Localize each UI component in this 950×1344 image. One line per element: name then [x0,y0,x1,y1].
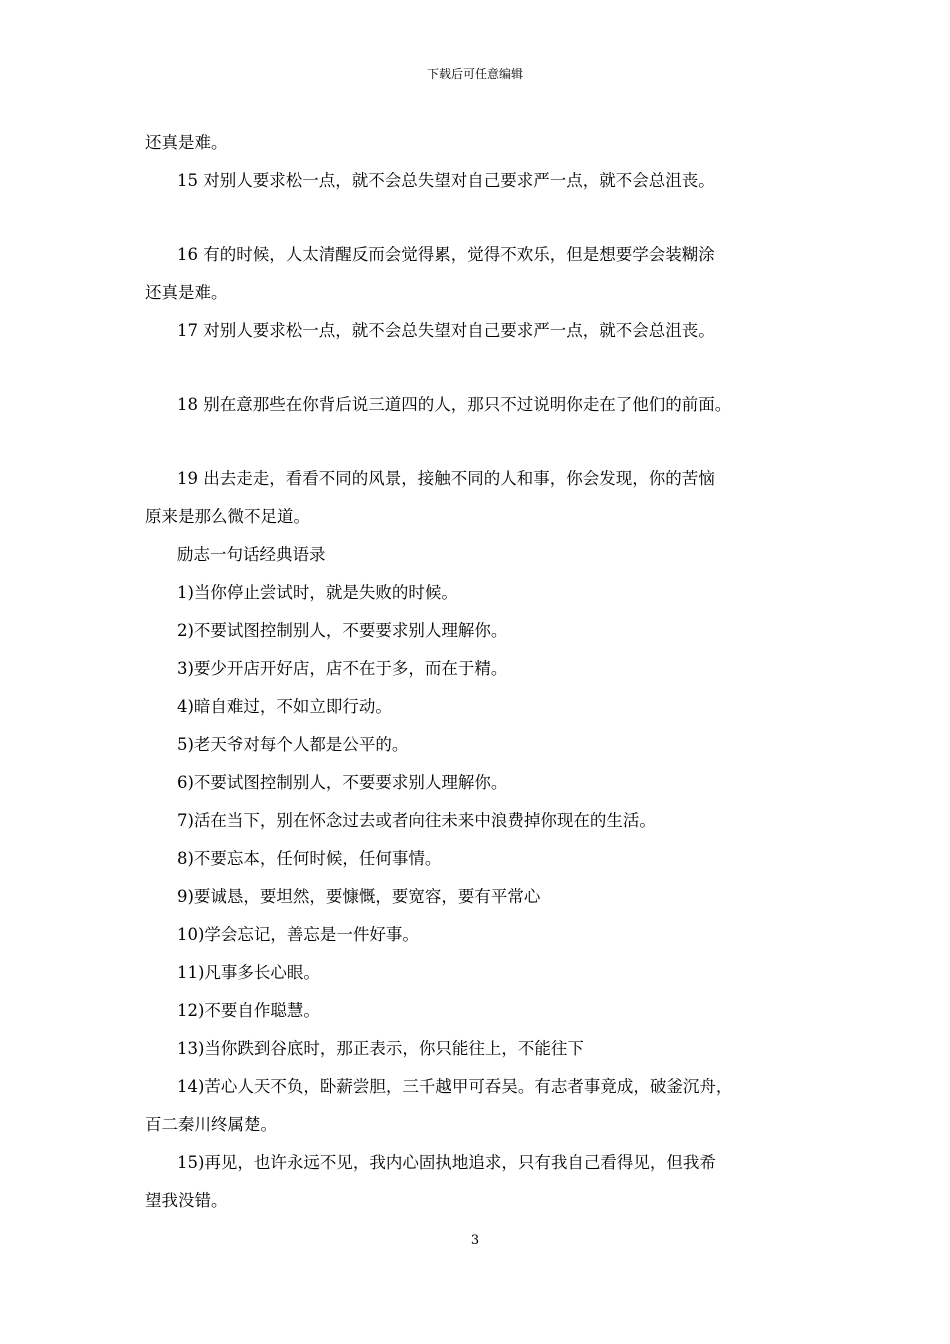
text-line: 17 对别人要求松一点，就不会总失望对自己要求严一点，就不会总沮丧。 [177,321,715,340]
text-line: 18 别在意那些在你背后说三道四的人，那只不过说明你走在了他们的前面。 [177,395,732,414]
list-item: 11)凡事多长心眼。 [177,963,320,982]
document-body [145,124,825,1220]
page-number: 3 [470,1233,480,1248]
list-item: 14)苦心人天不负，卧薪尝胆，三千越甲可吞吴。有志者事竟成，破釜沉舟， [177,1077,733,1096]
text-line: 19 出去走走，看看不同的风景，接触不同的人和事，你会发现，你的苦恼 [177,469,715,488]
list-item: 3)要少开店开好店，店不在于多，而在于精。 [177,659,508,678]
list-item: 2)不要试图控制别人，不要要求别人理解你。 [177,621,508,640]
list-item: 1)当你停止尝试时，就是失败的时候。 [177,583,458,602]
text-line: 还真是难。 [145,133,228,152]
text-line: 还真是难。 [145,283,228,302]
list-item: 7)活在当下，别在怀念过去或者向往未来中浪费掉你现在的生活。 [177,811,656,830]
paragraph-gap [145,424,825,460]
list-item: 8)不要忘本，任何时候，任何事情。 [177,849,442,868]
list-item: 13)当你跌到谷底时，那正表示，你只能往上，不能往下 [177,1039,584,1058]
list-item: 15)再见，也许永远不见，我内心固执地追求，只有我自己看得见，但我希 [177,1153,716,1172]
list-item: 12)不要自作聪慧。 [177,1001,320,1020]
page-header: 下载后可任意编辑 [426,67,523,81]
text-line: 16 有的时候，人太清醒反而会觉得累，觉得不欢乐，但是想要学会装糊涂 [177,245,715,264]
list-item-continuation: 百二秦川终属楚。 [145,1115,277,1134]
list-item: 4)暗自难过，不如立即行动。 [177,697,392,716]
paragraph-gap [145,200,825,236]
list-item: 5)老天爷对每个人都是公平的。 [177,735,409,754]
list-item: 10)学会忘记，善忘是一件好事。 [177,925,419,944]
list-item: 6)不要试图控制别人，不要要求别人理解你。 [177,773,508,792]
list-item-continuation: 望我没错。 [145,1191,228,1210]
paragraph-gap [145,350,825,386]
text-line: 原来是那么微不足道。 [145,507,310,526]
text-line: 15 对别人要求松一点，就不会总失望对自己要求严一点，就不会总沮丧。 [177,171,715,190]
list-item: 9)要诚恳，要坦然，要慷慨，要宽容，要有平常心 [177,887,541,906]
section-heading: 励志一句话经典语录 [177,545,326,564]
